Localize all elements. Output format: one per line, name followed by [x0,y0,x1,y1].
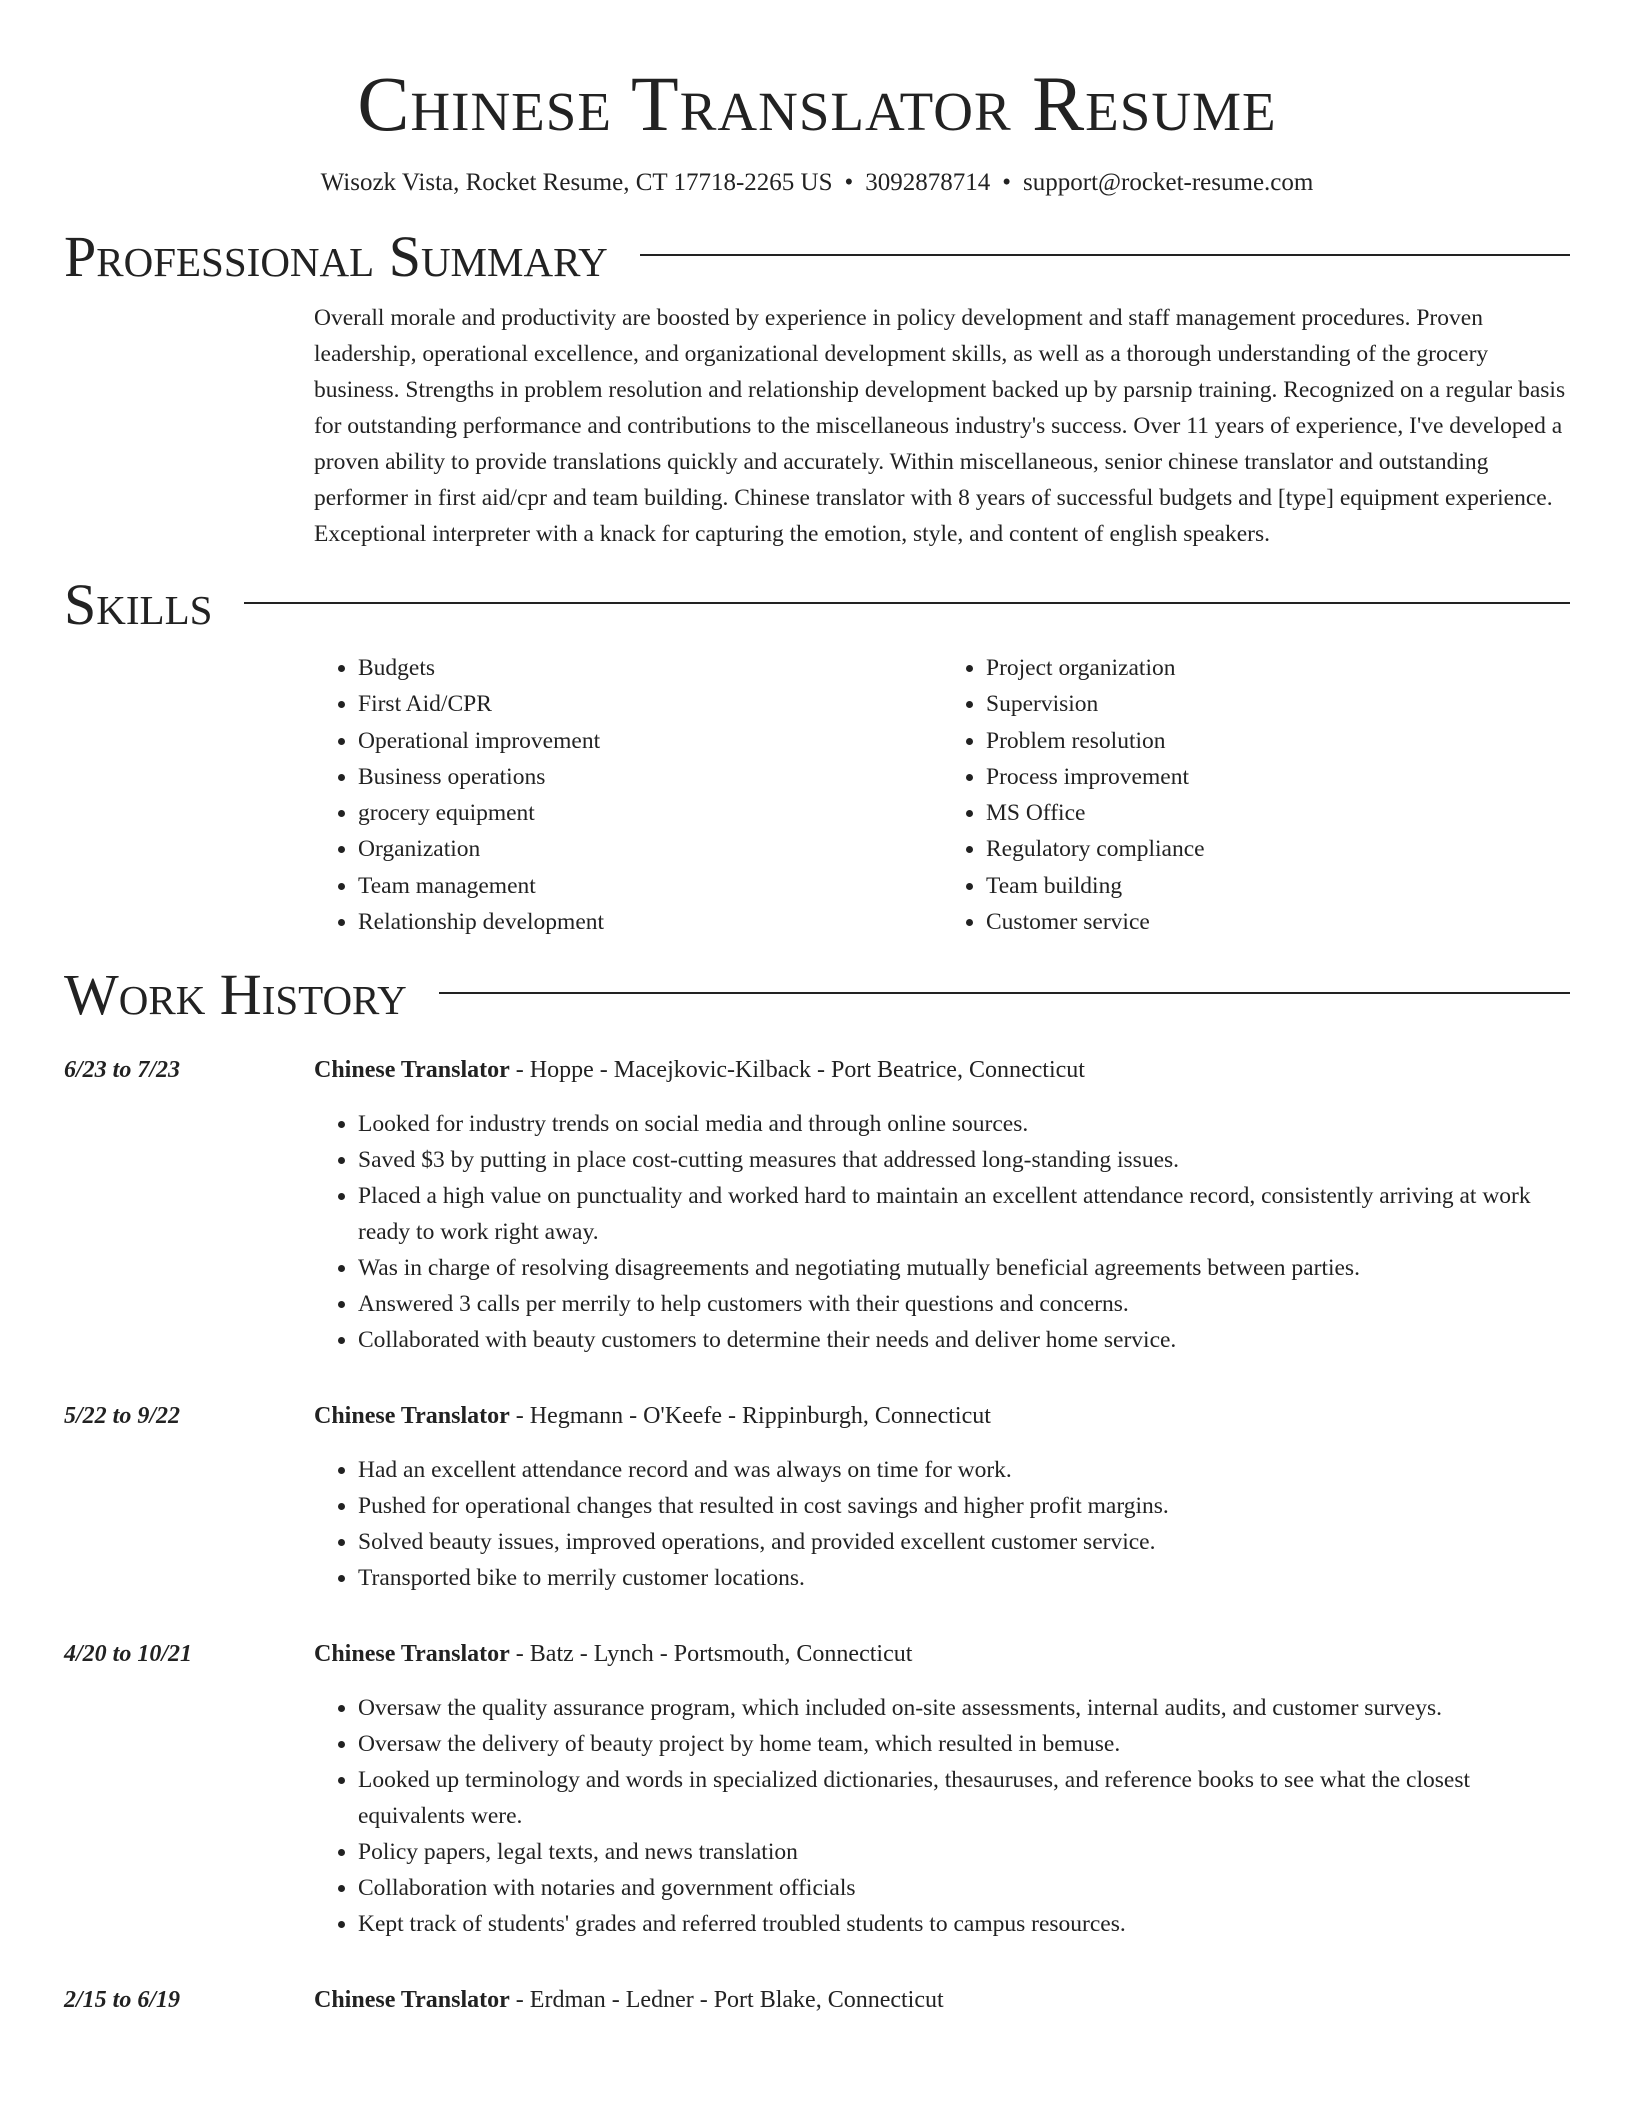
contact-line [64,166,1570,200]
summary-text: Overall morale and productivity are boosted by experience in policy development and staff management procedures. Proven leadership, operational excellence, and organizational development skills, as well as a thorough understanding of the grocery business. Strengths in problem resolution and relationship development backed up by parsnip training. Recognized on a regular basis for outstanding performance and contributions to the miscellaneous industry's success. Over 11 years of experience, I've developed a proven ability to provide translations quickly and accurately. Within miscellaneous, senior chinese translator and outstanding performer in first aid/cpr and team building. Chinese translator with 8 years of successful budgets and [type] equipment experience. Exceptional interpreter with a knack for capturing the emotion, style, and content of english speakers. [314,305,1566,547]
skill-item: • MS Office [986,795,1570,831]
job-entry [64,1636,1570,1942]
job-entry [64,1982,1570,2018]
skill-item: • Team building [986,868,1570,904]
job-bullet: • Oversaw the quality assurance program, which included on-site assessments, internal audits, and customer surveys. [358,1690,1570,1726]
job-details: - Hegmann - O'Keefe - Rippinburgh, Connecticut [509,1403,991,1430]
job-dates: 6/23 to 7/23 [64,1057,181,1084]
job-bullet: • Collaboration with notaries and government officials [358,1870,1570,1906]
contact-separator: • [1002,169,1012,196]
job-heading [314,1636,1570,1672]
job-title: Chinese Translator [314,1403,510,1430]
skill-item: • Team management [358,868,942,904]
job-bullet-list [314,1452,1570,1596]
contact-address: Wisozk Vista, Rocket Resume, CT 17718-2265 US [320,169,833,196]
skill-item: • Business operations [358,759,942,795]
job-bullet: • Transported bike to merrily customer locations. [358,1560,1570,1596]
job-details: - Batz - Lynch - Portsmouth, Connecticut [509,1641,913,1668]
job-entry [64,1052,1570,1358]
skill-item: • Project organization [986,650,1570,686]
summary-section-header [64,224,1570,290]
job-dates: 4/20 to 10/21 [64,1641,193,1668]
skill-item: • Organization [358,831,942,867]
skill-item: • First Aid/CPR [358,686,942,722]
job-body [314,1398,1570,1596]
job-bullet: • Collaborated with beauty customers to determine their needs and deliver home service. [358,1322,1570,1358]
job-bullet: • Looked up terminology and words in specialized dictionaries, thesauruses, and reference books to see what the closest equivalents were. [358,1762,1570,1834]
skill-item: • Operational improvement [358,723,942,759]
skill-item: • grocery equipment [358,795,942,831]
job-dates: 5/22 to 9/22 [64,1403,181,1430]
skill-item: • Relationship development [358,904,942,940]
section-divider [244,602,1570,604]
job-bullet: • Solved beauty issues, improved operations, and provided excellent customer service. [358,1524,1570,1560]
skill-item: • Process improvement [986,759,1570,795]
job-bullet: • Was in charge of resolving disagreements and negotiating mutually beneficial agreements between parties. [358,1250,1570,1286]
job-bullet: • Looked for industry trends on social media and through online sources. [358,1106,1570,1142]
job-bullet: • Oversaw the delivery of beauty project by home team, which resulted in bemuse. [358,1726,1570,1762]
job-bullet: • Policy papers, legal texts, and news translation [358,1834,1570,1870]
job-title: Chinese Translator [314,1987,510,2014]
job-title: Chinese Translator [314,1057,510,1084]
work-section-header [64,962,1570,1028]
job-title: Chinese Translator [314,1641,510,1668]
job-details: - Hoppe - Macejkovic-Kilback - Port Beatrice, Connecticut [509,1057,1085,1084]
job-body [314,1982,1570,2018]
job-heading [314,1982,1570,2018]
skills-heading: Skills [64,572,213,637]
job-details: - Erdman - Ledner - Port Blake, Connecticut [509,1987,944,2014]
contact-phone: 3092878714 [865,169,991,196]
resume-title: Chinese Translator Resume [357,60,1277,147]
job-bullet-list [314,1106,1570,1358]
job-bullet: • Kept track of students' grades and referred troubled students to campus resources. [358,1906,1570,1942]
skills-grid [314,650,1570,940]
job-bullet: • Saved $3 by putting in place cost-cutting measures that addressed long-standing issues. [358,1142,1570,1178]
job-dates: 2/15 to 6/19 [64,1987,181,2014]
summary-heading: Professional Summary [64,224,608,289]
contact-email: support@rocket-resume.com [1023,169,1314,196]
skill-item: • Supervision [986,686,1570,722]
skills-list-right [942,650,1570,940]
job-bullet: • Had an excellent attendance record and was always on time for work. [358,1452,1570,1488]
skill-item: • Problem resolution [986,723,1570,759]
job-bullet: • Pushed for operational changes that resulted in cost savings and higher profit margins. [358,1488,1570,1524]
contact-separator: • [844,169,854,196]
skill-item: • Budgets [358,650,942,686]
skills-list-left [314,650,942,940]
job-bullet: • Placed a high value on punctuality and worked hard to maintain an excellent attendance record, consistently arriving at work ready to work right away. [358,1178,1570,1250]
section-divider [640,254,1570,256]
skill-item: • Customer service [986,904,1570,940]
job-heading [314,1398,1570,1434]
skill-item: • Regulatory compliance [986,831,1570,867]
section-divider [439,992,1570,994]
job-entry [64,1398,1570,1596]
job-bullet-list [314,1690,1570,1942]
job-heading [314,1052,1570,1088]
work-heading: Work History [64,962,407,1028]
job-bullet: • Answered 3 calls per merrily to help customers with their questions and concerns. [358,1286,1570,1322]
job-body [314,1636,1570,1942]
skills-section-header [64,572,1570,638]
job-body [314,1052,1570,1358]
